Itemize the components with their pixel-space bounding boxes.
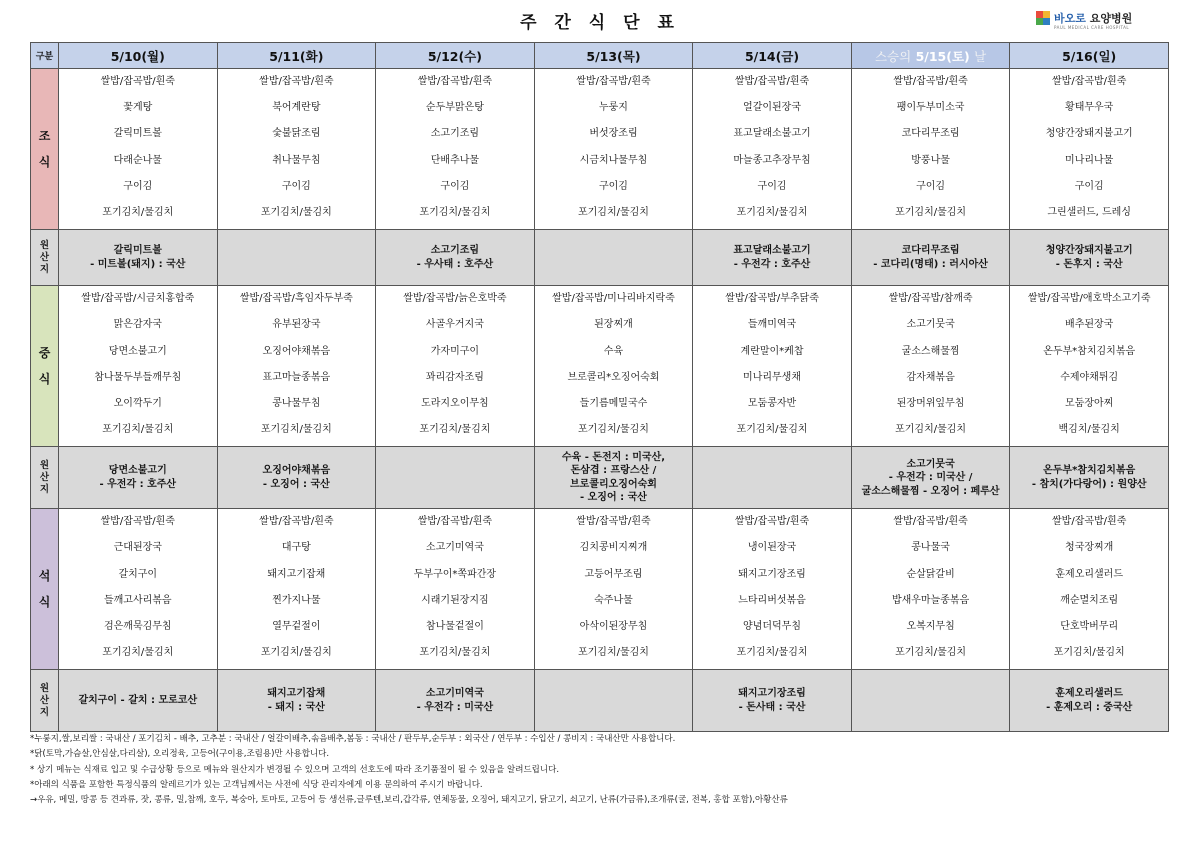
menu-item: 쌀밥/잡곡밥/흰죽 bbox=[417, 516, 493, 528]
menu-item: 꽈리감자조림 bbox=[425, 371, 484, 383]
menu-item: 숯불닭조림 bbox=[272, 128, 321, 140]
origin-line: 오징어야채볶음 bbox=[262, 465, 331, 477]
menu-item: 고등어무조림 bbox=[584, 568, 643, 580]
menu-item: 감자채볶음 bbox=[906, 371, 955, 383]
menu-item: 포기김치/물김치 bbox=[419, 206, 491, 218]
menu-item: 모둠장아찌 bbox=[1065, 397, 1114, 409]
menu-item: 돼지고기장조림 bbox=[738, 568, 806, 580]
origin-label bbox=[31, 447, 59, 509]
menu-item: 된장찌개 bbox=[594, 319, 633, 331]
gubun-header: 구분 bbox=[31, 43, 59, 69]
note-line: *닭(토막,가슴살,안심살,다리살), 오리정육, 고등어(구이용,조림용)만 사용합니다. bbox=[30, 749, 330, 760]
menu-item: 쌀밥/잡곡밥/흰죽 bbox=[893, 76, 968, 87]
menu-item: 찐가지나물 bbox=[272, 594, 321, 606]
menu-item: 단배추나물 bbox=[430, 154, 480, 166]
origin-line: - 참치(가다랑어) : 원양산 bbox=[1031, 478, 1147, 490]
origin-cell bbox=[1010, 670, 1169, 732]
origin-line: 당면소불고기 bbox=[108, 465, 167, 477]
menu-item: 사골우거지국 bbox=[425, 319, 484, 331]
menu-item: 구이김 bbox=[1074, 180, 1104, 192]
menu-item: 포기김치/물김치 bbox=[736, 424, 808, 436]
menu-item: 유부된장국 bbox=[272, 319, 321, 331]
menu-item: 참나물두부들깨무침 bbox=[94, 371, 182, 383]
menu-item: 포기김치/물김치 bbox=[577, 206, 649, 218]
menu-item: 포기김치/물김치 bbox=[102, 206, 174, 218]
origin-cell bbox=[851, 447, 1010, 509]
day-menu-cell bbox=[851, 69, 1010, 230]
day-menu-cell bbox=[851, 286, 1010, 447]
menu-item: 오복지무침 bbox=[906, 621, 955, 632]
origin-label-char: 산 bbox=[39, 251, 50, 263]
origin-line: 소고기미역국 bbox=[425, 688, 484, 700]
origin-line: 돼지고기잡채 bbox=[267, 688, 326, 700]
menu-item: 포기김치/물김치 bbox=[260, 206, 332, 218]
menu-item: 포기김치/물김치 bbox=[419, 424, 491, 436]
menu-item: 굴소스해물찜 bbox=[901, 345, 960, 357]
logo-mark-icon bbox=[1036, 11, 1050, 25]
meal-row bbox=[31, 69, 1169, 230]
menu-item: 방풍나물 bbox=[911, 154, 950, 166]
menu-item: 쌀밥/잡곡밥/미나리바지락죽 bbox=[552, 293, 675, 305]
menu-item: 포기김치/물김치 bbox=[895, 647, 967, 659]
hospital-logo bbox=[1036, 10, 1132, 26]
meal-label-char: 식 bbox=[38, 595, 51, 610]
origin-label bbox=[31, 230, 59, 286]
menu-item: 들깨미역국 bbox=[747, 319, 797, 331]
menu-item: 쌀밥/잡곡밥/흰죽 bbox=[259, 76, 334, 87]
day-menu-cell bbox=[1010, 286, 1169, 447]
meal-label-char: 식 bbox=[38, 155, 51, 170]
origin-line: - 훈제오리 : 중국산 bbox=[1046, 701, 1133, 713]
origin-line: 브로콜리오징어숙회 bbox=[569, 478, 657, 490]
menu-item: 코다리무조림 bbox=[901, 128, 960, 140]
menu-item: 배추된장국 bbox=[1065, 319, 1114, 331]
meal-label-char: 석 bbox=[38, 569, 51, 584]
menu-item: 쌀밥/잡곡밥/애호박소고기죽 bbox=[1027, 293, 1151, 305]
meal-label bbox=[31, 286, 59, 447]
menu-item: 쌀밥/잡곡밥/시금치홍합죽 bbox=[81, 293, 195, 305]
origin-cell bbox=[1010, 447, 1169, 509]
origin-line: 소고기뭇국 bbox=[906, 458, 955, 470]
note-line: →우유, 메밀, 땅콩 등 견과류, 잣, 콩류, 밀,참깨, 호두, 복숭아, 토마토, 고등어 등 생선류,글루텐,보리,갑각류, 연체동물, 오징어, 돼지고기, 닭고기, 쇠고기, 난류(가금류),조개류(굴, 전복, 홍합 포함),아황산류 bbox=[30, 795, 788, 806]
menu-item: 들기름메밀국수 bbox=[579, 397, 648, 409]
origin-line: 수육 - 돈전지 : 미국산, bbox=[561, 451, 666, 463]
origin-row bbox=[31, 447, 1169, 509]
menu-item: 쌀밥/잡곡밥/흰죽 bbox=[576, 516, 651, 528]
origin-cell bbox=[693, 230, 852, 286]
origin-cell bbox=[59, 230, 218, 286]
logo-name: 요양병원 bbox=[1089, 12, 1133, 25]
day-menu-cell bbox=[693, 286, 852, 447]
origin-cell bbox=[851, 670, 1010, 732]
meal-row bbox=[31, 509, 1169, 670]
menu-item: 미나리무생채 bbox=[743, 371, 802, 383]
menu-item: 쌀밥/잡곡밥/참깨죽 bbox=[888, 293, 973, 305]
origin-label-char: 지 bbox=[39, 706, 50, 718]
day-menu-cell bbox=[693, 509, 852, 670]
menu-item: 그린샐러드, 드레싱 bbox=[1047, 206, 1131, 218]
menu-item: 당면소불고기 bbox=[108, 345, 167, 357]
origin-line: - 우전각 : 호주산 bbox=[99, 478, 177, 490]
origin-cell bbox=[534, 670, 693, 732]
menu-item: 순두부맑은탕 bbox=[425, 102, 484, 114]
origin-row bbox=[31, 670, 1169, 732]
day-menu-cell bbox=[59, 509, 218, 670]
menu-item: 쌀밥/잡곡밥/늙은호박죽 bbox=[403, 293, 507, 305]
menu-item: 포기김치/물김치 bbox=[1053, 647, 1125, 659]
menu-item: 구이김 bbox=[123, 180, 153, 192]
day-header: 5/13(목) bbox=[534, 43, 693, 69]
day-menu-cell bbox=[693, 69, 852, 230]
menu-item: 오징어야채볶음 bbox=[262, 345, 331, 357]
origin-cell bbox=[376, 670, 535, 732]
origin-cell bbox=[217, 670, 376, 732]
menu-item: 온두부*참치김치볶음 bbox=[1043, 345, 1136, 357]
menu-item: 포기김치/물김치 bbox=[260, 647, 332, 659]
menu-item: 근대된장국 bbox=[113, 542, 162, 554]
origin-line: - 우전각 : 미국산 bbox=[416, 701, 494, 713]
meal-row bbox=[31, 286, 1169, 447]
origin-label-char: 원 bbox=[39, 459, 50, 471]
menu-item: 쌀밥/잡곡밥/흰죽 bbox=[734, 76, 810, 87]
origin-label bbox=[31, 670, 59, 732]
origin-cell bbox=[376, 230, 535, 286]
menu-item: 포기김치/물김치 bbox=[577, 424, 649, 436]
menu-item: 돼지고기잡채 bbox=[267, 568, 326, 580]
menu-item: 소고기뭇국 bbox=[906, 319, 955, 331]
menu-item: 깨순멸치조림 bbox=[1060, 594, 1119, 606]
menu-item: 쌀밥/잡곡밥/흰죽 bbox=[893, 516, 968, 528]
day-menu-cell bbox=[217, 69, 376, 230]
menu-item: 들깨고사리볶음 bbox=[103, 594, 172, 606]
menu-item: 열무겉절이 bbox=[272, 621, 321, 632]
menu-item: 쌀밥/잡곡밥/흰죽 bbox=[100, 76, 175, 87]
menu-item: 콩나물국 bbox=[911, 542, 950, 554]
menu-item: 양념더덕무침 bbox=[743, 621, 802, 632]
menu-item: 아삭이된장무침 bbox=[579, 621, 648, 632]
menu-item: 쌀밥/잡곡밥/흰죽 bbox=[734, 516, 810, 528]
menu-item: 브로콜리*오징어숙회 bbox=[567, 371, 660, 383]
menu-item: 느타리버섯볶음 bbox=[738, 594, 806, 606]
menu-item: 순살닭갈비 bbox=[906, 568, 955, 580]
menu-item: 수육 bbox=[603, 345, 624, 357]
menu-item: 포기김치/물김치 bbox=[736, 647, 808, 659]
menu-item: 쌀밥/잡곡밥/흰죽 bbox=[1052, 76, 1127, 87]
origin-line: 갈릭미트볼 bbox=[113, 245, 162, 257]
page-title: 주 간 식 단 표 bbox=[520, 13, 680, 33]
menu-item: 밥새우마늘종볶음 bbox=[891, 594, 970, 606]
origin-label-char: 산 bbox=[39, 694, 50, 706]
day-menu-cell bbox=[217, 509, 376, 670]
meal-label bbox=[31, 509, 59, 670]
menu-item: 김치콩비지찌개 bbox=[579, 542, 648, 554]
origin-cell bbox=[693, 670, 852, 732]
day-menu-cell bbox=[1010, 69, 1169, 230]
menu-item: 표고달래소불고기 bbox=[733, 128, 811, 140]
logo-subtitle: PAUL MEDICAL CARE HOSPITAL bbox=[1054, 25, 1130, 30]
origin-line: 훈제오리샐러드 bbox=[1055, 688, 1123, 700]
menu-item: 시래기된장지짐 bbox=[421, 594, 489, 606]
weekly-menu-table bbox=[30, 42, 1169, 732]
menu-item: 갈치구이 bbox=[118, 568, 158, 580]
menu-item: 누룽지 bbox=[598, 102, 628, 114]
menu-item: 시금치나물무침 bbox=[579, 154, 648, 166]
origin-line: - 돼지 : 국산 bbox=[267, 701, 325, 713]
day-header: 5/12(수) bbox=[376, 43, 535, 69]
menu-item: 포기김치/물김치 bbox=[102, 647, 174, 659]
menu-item: 포기김치/물김치 bbox=[419, 647, 491, 659]
menu-item: 팽이두부미소국 bbox=[896, 102, 965, 114]
day-header: 5/16(일) bbox=[1010, 43, 1169, 69]
day-menu-cell bbox=[534, 509, 693, 670]
menu-item: 소고기미역국 bbox=[425, 542, 484, 554]
menu-item: 버섯장조림 bbox=[589, 128, 638, 140]
day-menu-cell bbox=[59, 69, 218, 230]
origin-cell bbox=[376, 447, 535, 509]
origin-label-char: 지 bbox=[39, 263, 50, 275]
origin-line: - 우사태 : 호주산 bbox=[416, 258, 494, 270]
day-menu-cell bbox=[376, 509, 535, 670]
origin-line: - 우전각 : 미국산 / bbox=[888, 472, 973, 483]
day-menu-cell bbox=[851, 509, 1010, 670]
origin-line: 돼지고기장조림 bbox=[738, 688, 806, 700]
menu-item: 소고기조림 bbox=[430, 128, 480, 140]
origin-line: - 우전각 : 호주산 bbox=[733, 258, 811, 270]
notes-section bbox=[30, 732, 1170, 808]
origin-cell bbox=[217, 447, 376, 509]
origin-line: - 오징어 : 국산 bbox=[580, 492, 647, 504]
meal-label-char: 식 bbox=[38, 372, 51, 387]
origin-line: 표고달래소불고기 bbox=[733, 245, 811, 257]
meal-label-char: 중 bbox=[38, 346, 51, 361]
menu-item: 포기김치/물김치 bbox=[102, 424, 174, 436]
origin-label-char: 원 bbox=[39, 682, 50, 694]
menu-item: 다래순나물 bbox=[113, 154, 162, 166]
day-menu-cell bbox=[59, 286, 218, 447]
origin-cell bbox=[1010, 230, 1169, 286]
menu-item: 청양간장돼지불고기 bbox=[1045, 128, 1133, 140]
origin-line: - 코다리(명태) : 러시아산 bbox=[873, 258, 988, 270]
menu-item: 청국장찌개 bbox=[1065, 542, 1114, 554]
day-menu-cell bbox=[534, 69, 693, 230]
menu-item: 대구탕 bbox=[281, 542, 311, 554]
menu-item: 단호박버무리 bbox=[1060, 621, 1119, 632]
menu-item: 검은깨묵김무침 bbox=[103, 621, 172, 632]
day-header: 5/10(월) bbox=[59, 43, 218, 69]
menu-item: 된장머위잎무침 bbox=[896, 397, 965, 409]
menu-item: 표고마늘종볶음 bbox=[262, 371, 331, 383]
menu-item: 취나물무침 bbox=[272, 154, 321, 166]
menu-item: 갈릭미트볼 bbox=[113, 128, 162, 140]
meal-label bbox=[31, 69, 59, 230]
menu-item: 백김치/물김치 bbox=[1058, 424, 1120, 436]
note-line: *누룽지,쌀,보리쌀 : 국내산 / 포기김치 - 배추, 고추분 : 국내산 / 얼갈이배추,솎음배추,봄동 : 국내산 / 판두부,순두부 : 외국산 / 연두부 : 수입산 / 콩비지 : 국내산만 사용합니다. bbox=[30, 734, 676, 744]
origin-line: 소고기조림 bbox=[430, 245, 480, 257]
menu-item: 미나리나물 bbox=[1065, 154, 1114, 166]
menu-item: 두부구이*쪽파간장 bbox=[413, 568, 497, 580]
logo-brand: 바오로 bbox=[1054, 12, 1086, 25]
menu-item: 포기김치/물김치 bbox=[895, 424, 967, 436]
menu-item: 훈제오리샐러드 bbox=[1055, 568, 1123, 580]
holiday-suffix: 날 bbox=[974, 48, 987, 64]
day-menu-cell bbox=[217, 286, 376, 447]
day-header: 5/14(금) bbox=[693, 43, 852, 69]
menu-item: 북어계란탕 bbox=[272, 102, 321, 114]
menu-item: 구이김 bbox=[440, 180, 470, 192]
origin-line: - 돈후지 : 국산 bbox=[1055, 258, 1123, 270]
menu-item: 모둠콩자반 bbox=[747, 397, 797, 409]
menu-item: 포기김치/물김치 bbox=[736, 206, 808, 218]
day-menu-cell bbox=[376, 286, 535, 447]
origin-line: - 미트볼(돼지) : 국산 bbox=[90, 258, 186, 270]
day-menu-cell bbox=[1010, 509, 1169, 670]
menu-item: 포기김치/물김치 bbox=[577, 647, 649, 659]
holiday-date: 5/15(토) bbox=[915, 48, 970, 64]
note-line: * 상기 메뉴는 식재료 입고 및 수급상황 등으로 메뉴와 원산지가 변경될 수 있으며 고객의 선호도에 따라 조기품절이 될 수 있음을 알려드립니다. bbox=[30, 764, 560, 775]
day-header: 5/11(화) bbox=[217, 43, 376, 69]
menu-item: 오이깍두기 bbox=[113, 397, 162, 409]
menu-item: 황태무우국 bbox=[1065, 102, 1114, 114]
menu-item: 계란말이*케찹 bbox=[740, 345, 804, 357]
menu-item: 쌀밥/잡곡밥/흰죽 bbox=[1052, 516, 1127, 528]
menu-item: 쌀밥/잡곡밥/흰죽 bbox=[100, 516, 175, 528]
origin-line: 청양간장돼지불고기 bbox=[1045, 245, 1133, 257]
menu-item: 구이김 bbox=[281, 180, 311, 192]
menu-item: 꽃게탕 bbox=[123, 102, 153, 114]
menu-item: 숙주나물 bbox=[594, 594, 633, 606]
origin-cell bbox=[534, 447, 693, 509]
note-line: *아래의 식품을 포함한 특정식품의 알레르기가 있는 고객님께서는 사전에 식당 관리자에게 이용 문의하여 주시기 바랍니다. bbox=[30, 779, 483, 790]
origin-label-char: 산 bbox=[39, 471, 50, 483]
menu-item: 구이김 bbox=[916, 180, 946, 192]
origin-cell bbox=[851, 230, 1010, 286]
header-row bbox=[31, 43, 1169, 69]
menu-item: 얼갈이된장국 bbox=[743, 102, 802, 114]
menu-item: 포기김치/물김치 bbox=[260, 424, 332, 436]
menu-item: 쌀밥/잡곡밥/흰죽 bbox=[417, 76, 493, 87]
menu-item: 냉이된장국 bbox=[747, 542, 797, 554]
menu-item: 쌀밥/잡곡밥/부추닭죽 bbox=[725, 293, 819, 305]
origin-cell bbox=[693, 447, 852, 509]
menu-item: 쌀밥/잡곡밥/흰죽 bbox=[259, 516, 334, 528]
day-header-holiday bbox=[851, 43, 1010, 69]
origin-line: - 돈사태 : 국산 bbox=[738, 701, 806, 713]
meal-label-char: 조 bbox=[38, 129, 51, 144]
day-menu-cell bbox=[534, 286, 693, 447]
day-menu-cell bbox=[376, 69, 535, 230]
origin-cell bbox=[59, 670, 218, 732]
menu-item: 쌀밥/잡곡밥/흑임자두부죽 bbox=[239, 293, 353, 305]
origin-label-char: 원 bbox=[39, 239, 50, 251]
menu-item: 콩나물무침 bbox=[272, 397, 321, 409]
menu-item: 가자미구이 bbox=[430, 345, 480, 357]
origin-row bbox=[31, 230, 1169, 286]
menu-item: 포기김치/물김치 bbox=[895, 206, 967, 218]
origin-cell bbox=[59, 447, 218, 509]
menu-item: 구이김 bbox=[598, 180, 628, 192]
menu-item: 구이김 bbox=[757, 180, 787, 192]
origin-line: 코다리무조림 bbox=[901, 245, 960, 257]
origin-line: 굴소스해물찜 - 오징어 : 페루산 bbox=[861, 485, 1000, 497]
origin-line: 돈삼겹 : 프랑스산 / bbox=[570, 465, 657, 477]
origin-line: 온두부*참치김치볶음 bbox=[1043, 465, 1136, 477]
menu-item: 맑은감자국 bbox=[113, 319, 162, 331]
origin-label-char: 지 bbox=[39, 483, 50, 495]
menu-item: 마늘종고추장무침 bbox=[733, 154, 811, 166]
origin-line: 갈치구이 - 갈치 : 모로코산 bbox=[78, 695, 198, 707]
origin-cell bbox=[534, 230, 693, 286]
menu-item: 도라지오이무침 bbox=[421, 397, 489, 409]
menu-item: 참나물겉절이 bbox=[425, 621, 484, 632]
holiday-prefix: 스승의 bbox=[874, 48, 912, 64]
origin-line: - 오징어 : 국산 bbox=[262, 478, 330, 490]
menu-item: 쌀밥/잡곡밥/흰죽 bbox=[576, 76, 651, 87]
origin-cell bbox=[217, 230, 376, 286]
menu-item: 수제야채튀김 bbox=[1060, 371, 1119, 383]
